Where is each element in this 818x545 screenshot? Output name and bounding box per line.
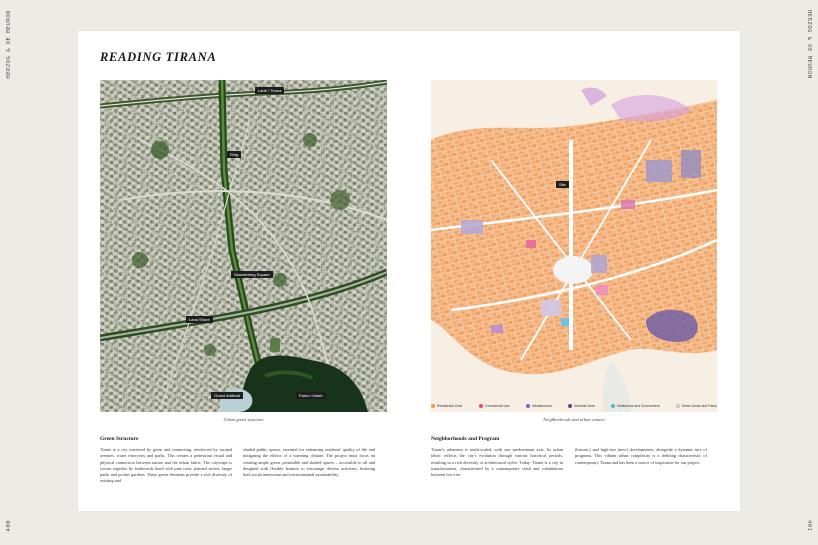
- body-text-col3: Tirana's urbanism is multi-scaled, with one predominant axis. Its urban fabric reflects the city's evolution through various historical periods, resulting in a rich diversity of architectural styles. Today, Tirana is a city in transformation, characterized by a contemporary clash and cohabitation between low-rise: [431, 447, 563, 478]
- left-map-caption: Urban green structure: [223, 417, 264, 422]
- legend-swatch: [611, 404, 615, 408]
- map-label-parku: Parku i Madh: [296, 392, 326, 399]
- section-heading-green: Green Structure: [100, 436, 139, 442]
- legend-swatch: [568, 404, 572, 408]
- legend-label: Commercial Use: [484, 404, 510, 408]
- legend-label: Residential Zone: [437, 404, 463, 408]
- legend-item: [611, 404, 659, 408]
- book-spread: [78, 31, 740, 511]
- legend-item: [568, 404, 595, 408]
- page-title: READING TIRANA: [100, 50, 217, 64]
- legend-item: [676, 404, 717, 408]
- map-label-ring: Ring: [227, 151, 241, 158]
- legend-label: Infrastructure: [531, 404, 552, 408]
- section-heading-neighborhoods: Neighborhoods and Program: [431, 436, 500, 442]
- legend-item: [479, 404, 510, 408]
- legend-swatch: [526, 404, 530, 408]
- map-label-lana: Lanë / Tirana: [255, 87, 284, 94]
- map-label-skanderbeg: Skanderbeg Square: [231, 271, 273, 278]
- page-number-right: 401: [806, 519, 812, 531]
- legend-swatch: [431, 404, 435, 408]
- legend-label: Institutions and Government: [617, 404, 660, 408]
- map-label-lana-shore: Lana Shore: [186, 316, 213, 323]
- aerial-image: [100, 80, 387, 412]
- legend-label: Informal Zone: [574, 404, 595, 408]
- neighborhoods-map: [431, 80, 717, 412]
- running-head-left: HERZOG & DE MEURON: [6, 10, 12, 79]
- map-label-site: Site: [556, 181, 569, 188]
- legend-label: Green Areas and Parks: [681, 404, 717, 408]
- body-text-col2: shaded public spaces, essential for enhancing residents' quality of life and mitigating the effects of a warming climate. The project must focus on creating ample green, permeable and shaded spaces – accessible to all and designed with flexible features to encourage diverse activities, fostering both social interaction and environmental sustainability.: [243, 447, 375, 478]
- map-legend: [431, 404, 717, 408]
- body-text-col4: (historic) and high-rise (new) developments, alongside a dynamic mix of programs. This vibrant urban complexity is a defining characteristic of contemporary Tirana and has been a source of inspiration for our project.: [575, 447, 707, 465]
- legend-item: [526, 404, 552, 408]
- map-label-artificial: Grand Artificial: [211, 392, 243, 399]
- green-structure-map: [100, 80, 387, 412]
- page-number-left: 400: [6, 519, 12, 531]
- legend-swatch: [676, 404, 680, 408]
- neighborhood-image: [431, 80, 717, 412]
- running-head-right: HERZOG & DE MEURON: [806, 10, 812, 79]
- right-map-caption: Neighborhoods and urban centers: [543, 417, 605, 422]
- legend-swatch: [479, 404, 483, 408]
- body-text-col1: Tirana is a city traversed by green and connecting, reinforced by curated avenues, water reservoirs and parks. This creates a pedestrian visual and physical connection between nature and the urban fabric. The cityscape is woven together by boulevards lined with pine trees, planted streets, larger parks and pocket gardens. These green elements provide a rich diversity of existing and: [100, 447, 232, 484]
- legend-item: [431, 404, 462, 408]
